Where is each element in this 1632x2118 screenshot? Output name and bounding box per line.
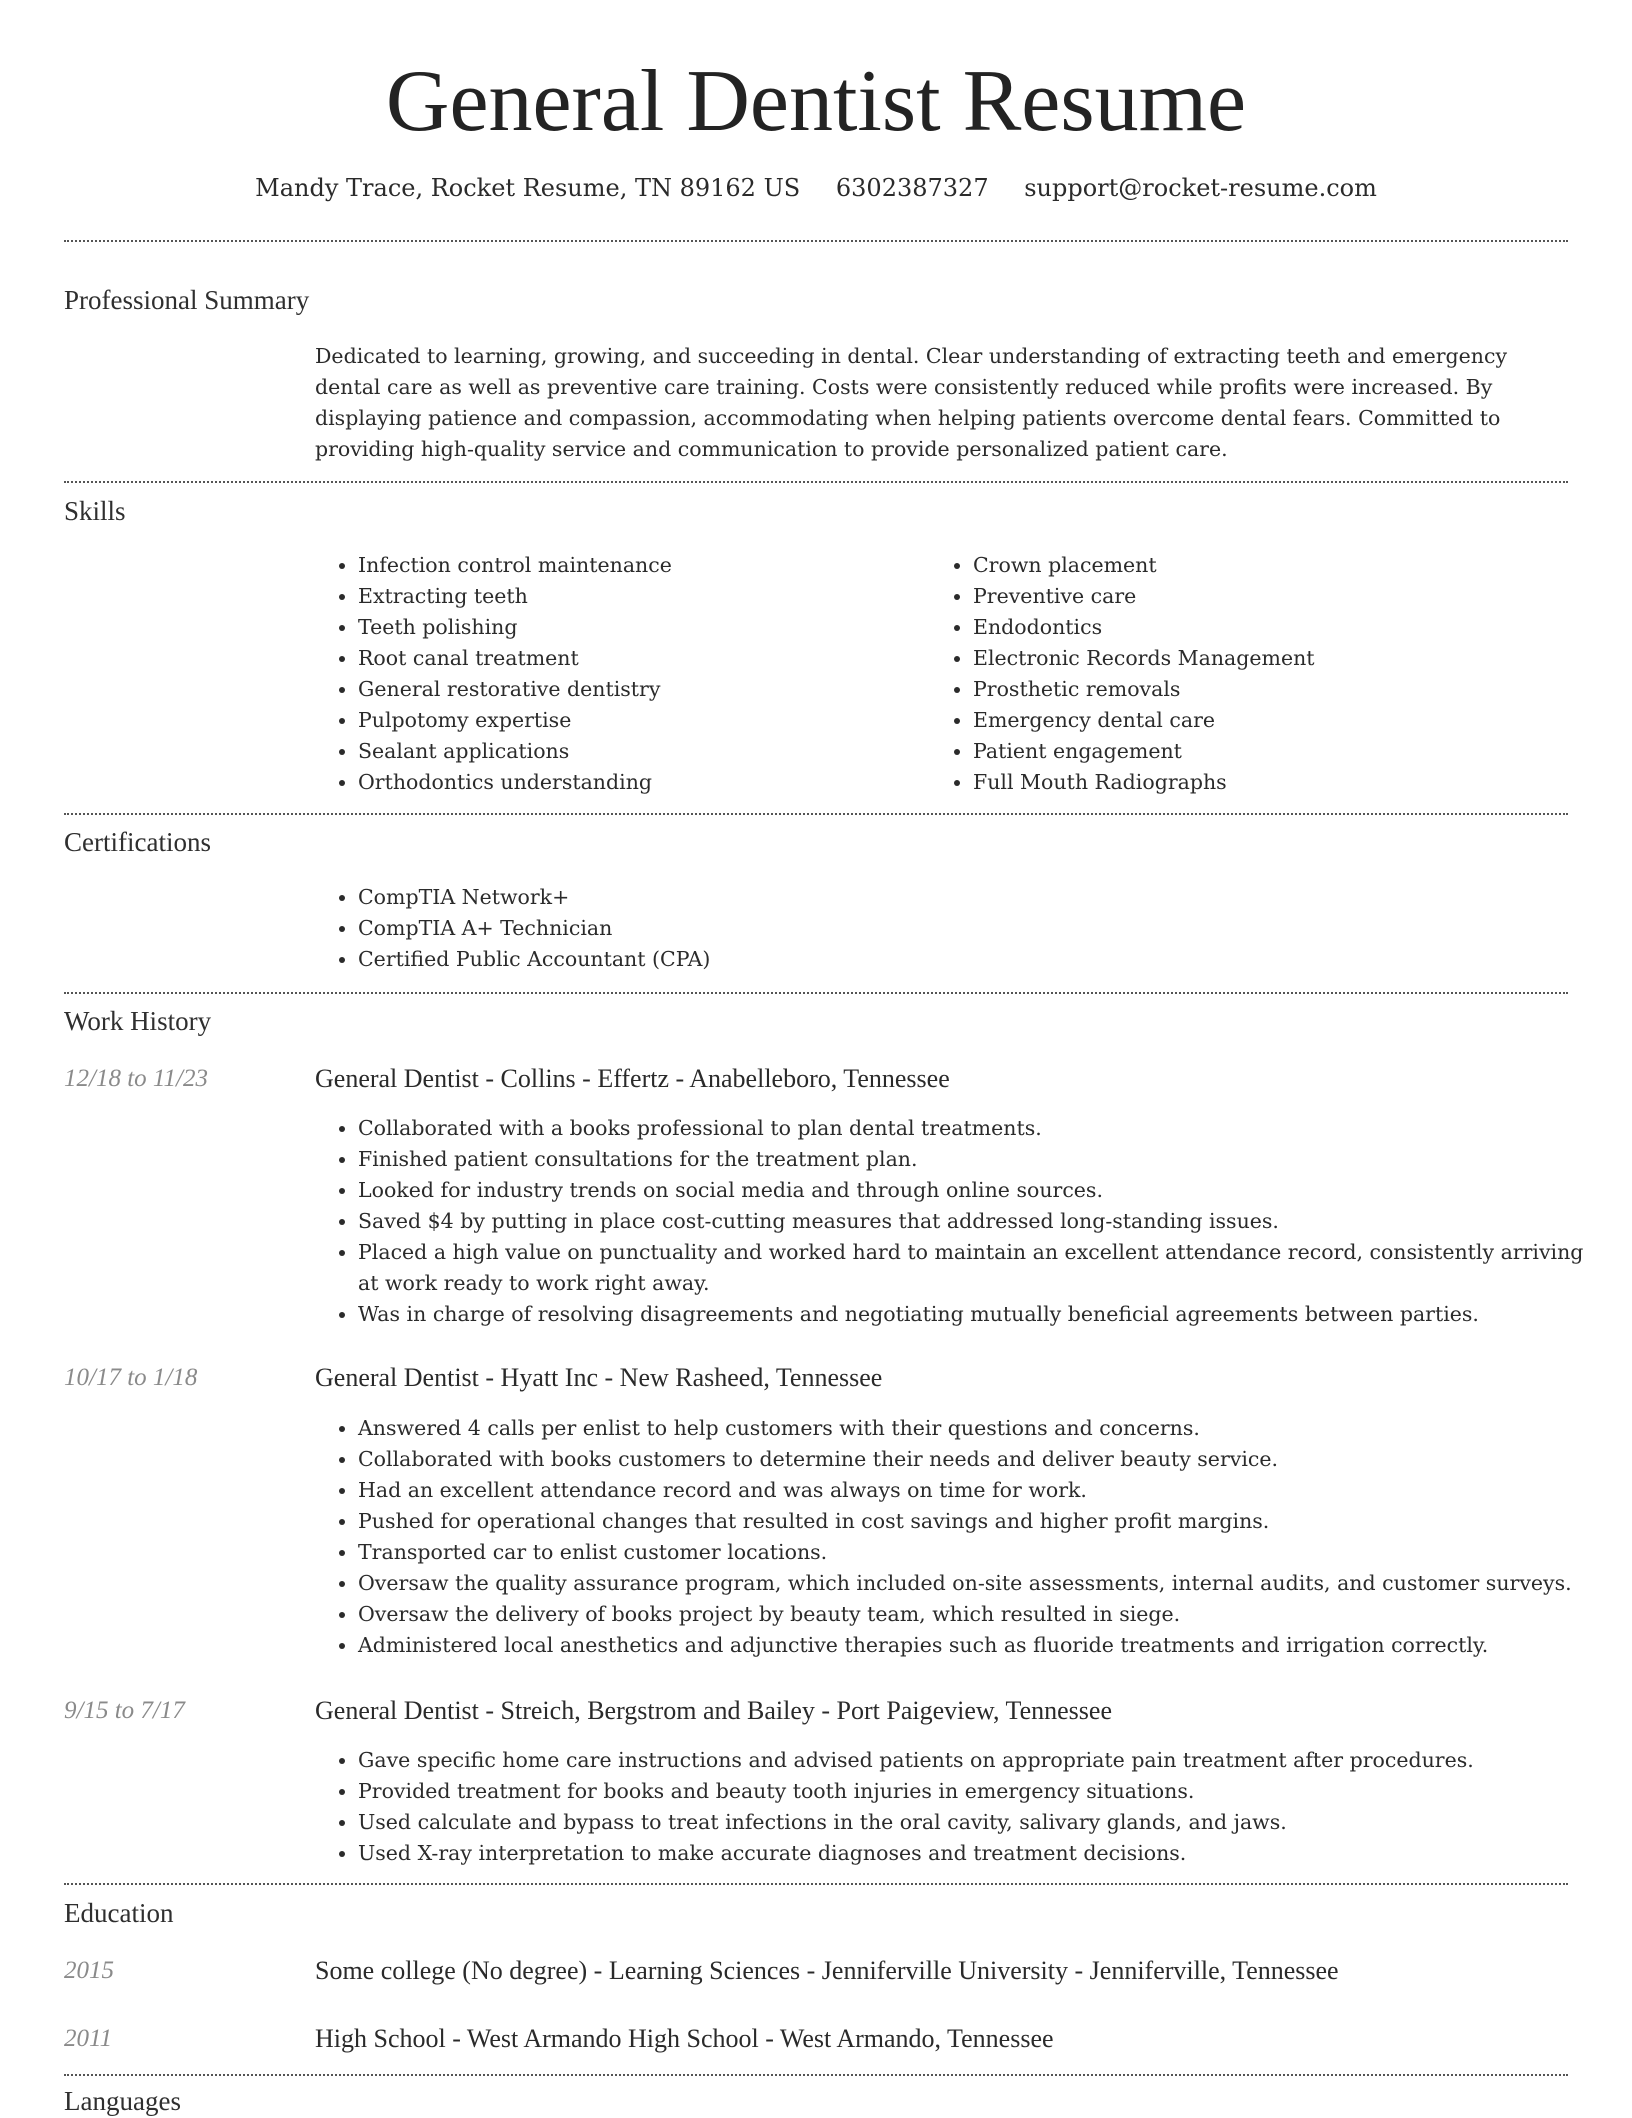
- skill-item: • Prosthetic removals: [973, 674, 1573, 705]
- job-title: General Dentist - Hyatt Inc - New Rasheed, Tennessee: [315, 1363, 883, 1392]
- skill-item: • Preventive care: [973, 581, 1573, 612]
- contact-address: Mandy Trace, Rocket Resume, TN 89162 US: [255, 174, 801, 202]
- section-divider: [64, 240, 1568, 242]
- education-year: 2011: [64, 2025, 113, 2052]
- skill-item: • Pulpotomy expertise: [358, 705, 918, 736]
- education-year: 2015: [64, 1957, 114, 1984]
- job-bullet: • Oversaw the delivery of books project by beauty team, which resulted in siege.: [358, 1599, 1608, 1630]
- job-bullet: • Finished patient consultations for the treatment plan.: [358, 1144, 1608, 1175]
- certifications-list: [315, 882, 1608, 975]
- job-bullet: • Gave specific home care instructions and advised patients on appropriate pain treatment after procedures.: [358, 1745, 1608, 1776]
- skills-list-left: [315, 550, 918, 798]
- skill-item: • Extracting teeth: [358, 581, 918, 612]
- skill-item: • Full Mouth Radiographs: [973, 767, 1573, 798]
- section-heading-summary: Professional Summary: [64, 285, 310, 315]
- section-divider: [64, 992, 1568, 994]
- section-heading-work-history: Work History: [64, 1006, 212, 1036]
- job-dates: 10/17 to 1/18: [64, 1364, 198, 1391]
- certification-item: • CompTIA A+ Technician: [358, 913, 1608, 944]
- job-dates: 12/18 to 11/23: [64, 1065, 208, 1092]
- certification-item: • CompTIA Network+: [358, 882, 1608, 913]
- section-divider: [64, 1883, 1568, 1885]
- skill-item: • Patient engagement: [973, 736, 1573, 767]
- skill-item: • Crown placement: [973, 550, 1573, 581]
- job-bullet: • Transported car to enlist customer locations.: [358, 1537, 1608, 1568]
- section-heading-languages: Languages: [64, 2086, 181, 2116]
- job-bullet: • Pushed for operational changes that resulted in cost savings and higher profit margins.: [358, 1506, 1608, 1537]
- skill-item: • Sealant applications: [358, 736, 918, 767]
- skill-item: • General restorative dentistry: [358, 674, 918, 705]
- job-bullet: • Used calculate and bypass to treat infections in the oral cavity, salivary glands, and jaws.: [358, 1807, 1608, 1838]
- certification-item: • Certified Public Accountant (CPA): [358, 944, 1608, 975]
- education-entry: High School - West Armando High School - West Armando, Tennessee: [315, 2024, 1054, 2053]
- section-divider: [64, 481, 1568, 483]
- contact-phone: 6302387327: [835, 174, 989, 202]
- job-bullets: [315, 1413, 1608, 1661]
- job-bullet: • Had an excellent attendance record and was always on time for work.: [358, 1475, 1608, 1506]
- job-dates: 9/15 to 7/17: [64, 1697, 185, 1724]
- job-bullet: • Saved $4 by putting in place cost-cutting measures that addressed long-standing issues.: [358, 1206, 1608, 1237]
- contact-line: [0, 170, 1632, 206]
- skill-item: • Orthodontics understanding: [358, 767, 918, 798]
- job-bullets: [315, 1745, 1608, 1869]
- job-bullet: • Answered 4 calls per enlist to help customers with their questions and concerns.: [358, 1413, 1608, 1444]
- skill-item: • Endodontics: [973, 612, 1573, 643]
- job-bullet: • Administered local anesthetics and adjunctive therapies such as fluoride treatments and irrigation correctly.: [358, 1630, 1608, 1661]
- summary-text: Dedicated to learning, growing, and succeeding in dental. Clear understanding of extracting teeth and emergency dental care as well as preventive care training. Costs were consistently reduced while profits were increased. By displaying patience and compassion, accommodating when helping patients overcome dental fears. Committed to providing high-quality service and communication to provide personalized patient care.: [315, 344, 1508, 461]
- job-bullet: • Looked for industry trends on social media and through online sources.: [358, 1175, 1608, 1206]
- contact-email: support@rocket-resume.com: [1024, 174, 1377, 202]
- skill-item: • Teeth polishing: [358, 612, 918, 643]
- section-heading-education: Education: [64, 1898, 174, 1928]
- job-bullet: • Placed a high value on punctuality and worked hard to maintain an excellent attendance record, consistently arriving at work ready to work right away.: [358, 1237, 1608, 1299]
- skill-item: • Root canal treatment: [358, 643, 918, 674]
- job-bullet: • Oversaw the quality assurance program, which included on-site assessments, internal audits, and customer surveys.: [358, 1568, 1608, 1599]
- skill-item: • Infection control maintenance: [358, 550, 918, 581]
- job-bullets: [315, 1113, 1608, 1330]
- skill-item: • Electronic Records Management: [973, 643, 1573, 674]
- job-title: General Dentist - Collins - Effertz - Anabelleboro, Tennessee: [315, 1064, 950, 1093]
- job-bullet: • Provided treatment for books and beauty tooth injuries in emergency situations.: [358, 1776, 1608, 1807]
- job-title: General Dentist - Streich, Bergstrom and Bailey - Port Paigeview, Tennessee: [315, 1696, 1112, 1725]
- skill-item: • Emergency dental care: [973, 705, 1573, 736]
- job-bullet: • Used X-ray interpretation to make accurate diagnoses and treatment decisions.: [358, 1838, 1608, 1869]
- resume-title: General Dentist Resume: [385, 53, 1247, 150]
- job-bullet: • Collaborated with books customers to determine their needs and deliver beauty service.: [358, 1444, 1608, 1475]
- education-entry: Some college (No degree) - Learning Sciences - Jenniferville University - Jenniferville, Tennessee: [315, 1956, 1339, 1985]
- section-heading-skills: Skills: [64, 496, 126, 526]
- section-heading-certifications: Certifications: [64, 827, 211, 857]
- job-bullet: • Was in charge of resolving disagreements and negotiating mutually beneficial agreements between parties.: [358, 1299, 1608, 1330]
- job-bullet: • Collaborated with a books professional to plan dental treatments.: [358, 1113, 1608, 1144]
- section-divider: [64, 813, 1568, 815]
- section-divider: [64, 2074, 1568, 2076]
- skills-list-right: [930, 550, 1573, 798]
